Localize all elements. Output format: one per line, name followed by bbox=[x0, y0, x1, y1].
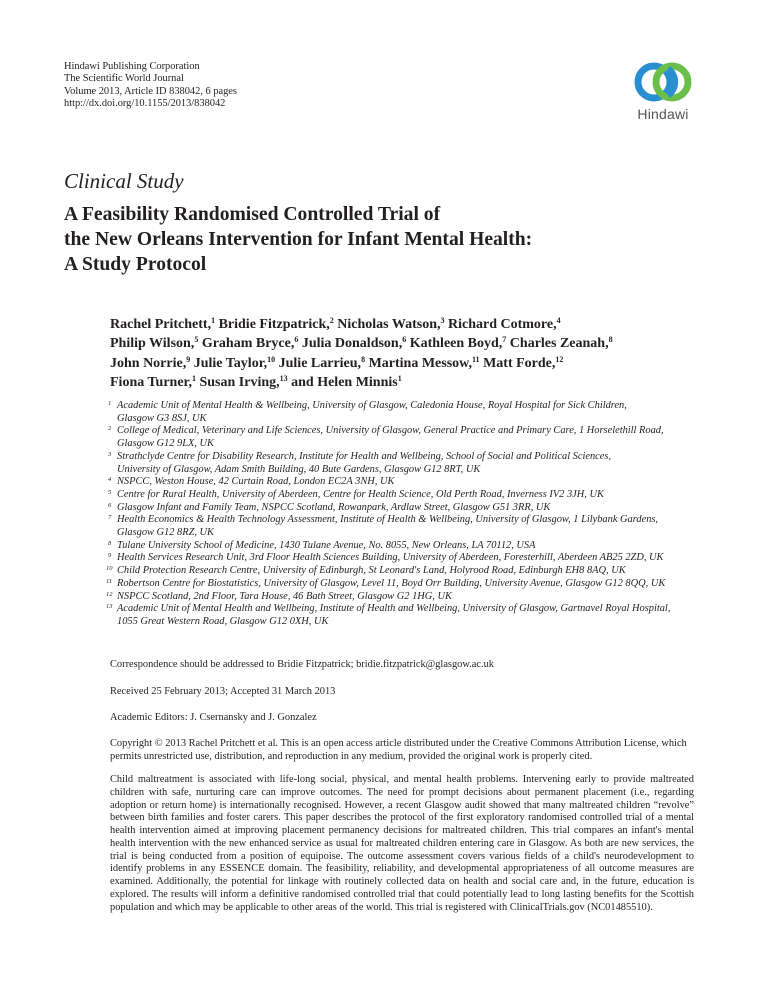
author-affil: 3 bbox=[440, 316, 445, 325]
affiliation-line: Centre for Rural Health, University of Aberdeen, Centre for Health Science, Old Perth Road, Inverness IV2 3JH, UK bbox=[117, 488, 604, 500]
title-line: A Study Protocol bbox=[64, 254, 207, 275]
affiliation bbox=[108, 603, 728, 628]
author-name: Martina Messow, bbox=[368, 355, 472, 371]
article-title bbox=[64, 202, 704, 277]
affiliation-line: Tulane University School of Medicine, 1430 Tulane Avenue, No. 8055, New Orleans, LA 70112, USA bbox=[117, 539, 536, 551]
affiliation-line: NSPCC Scotland, 2nd Floor, Tara House, 46 Bath Street, Glasgow G2 1HG, UK bbox=[117, 590, 452, 602]
affiliation bbox=[108, 476, 728, 489]
author-affil: 1 bbox=[191, 373, 196, 383]
affiliation-line: Glasgow G12 8RZ, UK bbox=[117, 527, 214, 539]
affiliation bbox=[108, 400, 728, 425]
affiliation bbox=[108, 425, 728, 450]
affiliation-line: Health Economics & Health Technology Assessment, Institute of Health & Wellbeing, University of Glasgow, 1 Lilybank Gardens, bbox=[117, 514, 659, 526]
author-name: Rachel Pritchett, bbox=[110, 317, 212, 332]
author-name: Philip Wilson, bbox=[110, 336, 195, 352]
academic-editors: Academic Editors: J. Csernansky and J. Gonzalez bbox=[110, 712, 317, 723]
affiliation bbox=[108, 552, 728, 565]
author-affil: 1 bbox=[397, 373, 402, 383]
author-affil: 9 bbox=[186, 354, 191, 364]
author-name: Fiona Turner, bbox=[110, 374, 192, 390]
author-affil: 13 bbox=[279, 373, 288, 383]
affiliation-line: University of Glasgow, Adam Smith Building, 40 Bute Gardens, Glasgow G12 8RT, UK bbox=[117, 463, 481, 475]
journal-header bbox=[64, 61, 237, 111]
author-affil: 6 bbox=[294, 335, 299, 345]
affiliation-line: Academic Unit of Mental Health & Wellbeing, University of Glasgow, Caledonia House, Royal Hospital for Sick Children, bbox=[117, 400, 627, 411]
author-name: Julie Taylor, bbox=[193, 355, 268, 371]
abstract: Child maltreatment is associated with life-long social, physical, and mental health problems. Intervening early to provide maltreated children with safe, nurturing care can improve outcomes. The need for prompt decisions about permanent placement (i.e., regarding adoption or return home) is internationally recognised. However, a recent Glasgow audit showed that many maltreated children “revolve” between birth families and foster carers. This paper describes the protocol of the first exploratory randomised controlled trial of a mental health intervention aimed at improving placement permanency decisions for maltreated children. This trial compares an infant's mental health intervention with the new enhanced service as usual for maltreated children entering care in Glasgow. As both are new services, the trial is being conducted from a position of equipoise. The outcome assessment covers various fields of a child's neurodevelopment to identify problems in any ESSENCE domain. The feasibility, reliability, and developmental appropriateness of all outcome measures are examined. Additionally, the potential for linkage with routinely collected data on health and social care and, in the future, education is explored. The results will inform a definitive randomised controlled trial that could potentially lead to long lasting benefits for the Scottish population and which may be applicable to other areas of the world. This trial is registered with ClinicalTrials.gov (NC01485510). bbox=[110, 774, 694, 913]
affiliation-line: Glasgow Infant and Family Team, NSPCC Scotland, Rowanpark, Ardlaw Street, Glasgow G51 3RR, UK bbox=[117, 501, 551, 513]
author-name: Matt Forde, bbox=[483, 355, 556, 371]
affiliation-line: Robertson Centre for Biostatistics, University of Glasgow, Level 11, Boyd Orr Building, University Avenue, Glasgow G12 8QQ, UK bbox=[117, 577, 666, 589]
received-dates: Received 25 February 2013; Accepted 31 March 2013 bbox=[110, 686, 336, 697]
affiliation-line: 1055 Great Western Road, Glasgow G12 0XH, UK bbox=[117, 615, 329, 627]
author-name: Nicholas Watson, bbox=[337, 317, 441, 332]
hindawi-rings-icon bbox=[632, 60, 694, 104]
affiliation bbox=[108, 565, 728, 578]
correspondence: Correspondence should be addressed to Bridie Fitzpatrick; bridie.fitzpatrick@glasgow.ac.uk bbox=[110, 659, 495, 670]
author-affil: 12 bbox=[555, 354, 564, 364]
affiliation bbox=[108, 514, 728, 539]
author-line bbox=[110, 354, 690, 373]
author-name: Julia Donaldson, bbox=[301, 336, 403, 352]
affiliation-number: 2 bbox=[108, 425, 112, 433]
affiliation-number: 7 bbox=[108, 514, 112, 522]
author-affil: 11 bbox=[472, 354, 480, 364]
affiliation-line: NSPCC, Weston House, 42 Curtain Road, London EC2A 3NH, UK bbox=[117, 476, 395, 488]
affiliation-number: 1 bbox=[108, 400, 112, 407]
author-name: Susan Irving, bbox=[199, 374, 280, 390]
author-affil: 8 bbox=[608, 335, 613, 345]
author-line bbox=[110, 373, 690, 392]
affiliation-number: 6 bbox=[108, 501, 112, 509]
author-name: Kathleen Boyd, bbox=[409, 336, 503, 352]
author-affil: 5 bbox=[194, 335, 199, 345]
affiliation-line: Glasgow G12 9LX, UK bbox=[117, 438, 214, 450]
journal-line: The Scientific World Journal bbox=[64, 73, 184, 85]
author-name: Graham Bryce, bbox=[201, 336, 295, 352]
affiliation-number: 9 bbox=[108, 552, 112, 560]
affiliation-line: Health Services Research Unit, 3rd Floor Health Sciences Building, University of Aberdeen, Foresterhill, Aberdeen AB25 2ZD, UK bbox=[117, 552, 664, 564]
affiliation-number: 3 bbox=[108, 450, 112, 458]
copyright-notice: Copyright © 2013 Rachel Pritchett et al. This is an open access article distributed under the Creative Commons Attribution License, which permits unrestricted use, distribution, and reproduction in any medium, provided the original work is properly cited. bbox=[110, 738, 687, 762]
affiliation-number: 10 bbox=[106, 565, 113, 573]
author-affil: 2 bbox=[329, 316, 334, 325]
affiliation bbox=[108, 591, 728, 604]
author-name: Julie Larrieu, bbox=[278, 355, 362, 371]
author-affil: 6 bbox=[402, 335, 407, 345]
affiliation-number: 5 bbox=[108, 488, 112, 496]
publisher-line: Hindawi Publishing Corporation bbox=[64, 61, 200, 72]
affiliation-line: College of Medical, Veterinary and Life Sciences, University of Glasgow, General Practice and Primary Care, 1 Horselethill Road, bbox=[117, 425, 664, 437]
affiliation-number: 4 bbox=[108, 476, 112, 484]
hindawi-logo bbox=[625, 60, 701, 132]
author-name: John Norrie, bbox=[110, 355, 187, 371]
author-name: Bridie Fitzpatrick, bbox=[218, 317, 330, 332]
author-affil: 4 bbox=[556, 316, 561, 325]
affiliation-line: Glasgow G3 8SJ, UK bbox=[117, 412, 207, 424]
author-affil: 10 bbox=[267, 354, 276, 364]
author-line bbox=[110, 315, 690, 334]
title-line: A Feasibility Randomised Controlled Trial of bbox=[64, 204, 441, 225]
author-name: Richard Cotmore, bbox=[448, 317, 557, 332]
volume-line: Volume 2013, Article ID 838042, 6 pages bbox=[64, 85, 237, 97]
logo-text: Hindawi bbox=[637, 106, 689, 122]
affiliation-line: Strathclyde Centre for Disability Research, Institute for Health and Wellbeing, School of Social and Political Sciences, bbox=[117, 450, 612, 462]
affiliation bbox=[108, 502, 728, 515]
author-affil: 1 bbox=[211, 316, 216, 325]
article-type: Clinical Study bbox=[64, 169, 184, 193]
affiliation bbox=[108, 540, 728, 553]
author-name: Charles Zeanah, bbox=[509, 336, 609, 352]
doi-link[interactable]: http://dx.doi.org/10.1155/2013/838042 bbox=[64, 98, 226, 110]
author-list bbox=[110, 315, 690, 392]
affiliation-number: 13 bbox=[106, 603, 113, 611]
affiliation bbox=[108, 578, 728, 591]
author-name: and Helen Minnis bbox=[291, 374, 398, 390]
title-line: the New Orleans Intervention for Infant Mental Health: bbox=[64, 229, 533, 250]
affiliation-line: Child Protection Research Centre, University of Edinburgh, St Leonard's Land, Holyrood Road, Edinburgh EH8 8AQ, UK bbox=[117, 565, 626, 577]
affiliation-number: 11 bbox=[106, 577, 113, 585]
affiliation bbox=[108, 451, 728, 476]
affiliation-line: Academic Unit of Mental Health and Wellbeing, Institute of Health and Wellbeing, University of Glasgow, Gartnavel Royal Hospital, bbox=[117, 603, 671, 615]
author-affil: 8 bbox=[361, 354, 366, 364]
author-affil: 7 bbox=[502, 335, 507, 345]
affiliation bbox=[108, 489, 728, 502]
affiliation-number: 8 bbox=[108, 539, 112, 547]
affiliation-list bbox=[108, 400, 728, 629]
author-line bbox=[110, 334, 690, 353]
affiliation-number: 12 bbox=[106, 590, 113, 598]
